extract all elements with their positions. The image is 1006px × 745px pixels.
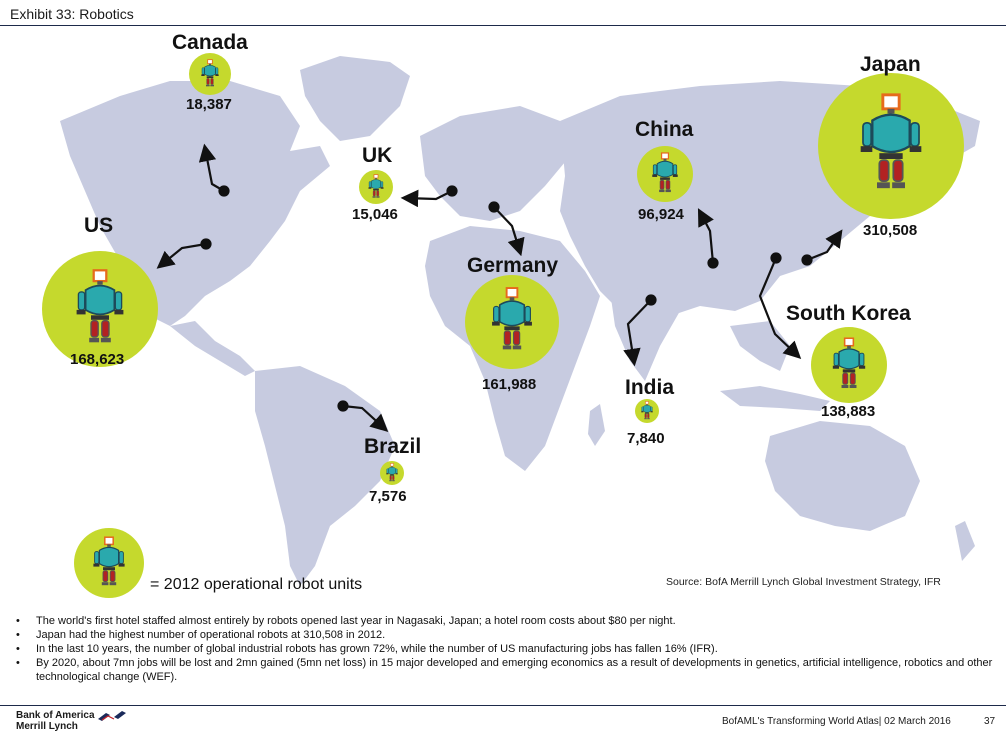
country-value-china: 96,924	[638, 206, 684, 223]
legend-label: = 2012 operational robot units	[150, 576, 363, 593]
page-number: 37	[984, 716, 996, 727]
country-value-brazil: 7,576	[369, 488, 407, 505]
robot-world-map	[0, 26, 1006, 606]
country-name-brazil: Brazil	[364, 435, 422, 458]
logo-line-2: Merrill Lynch	[16, 721, 78, 732]
footer-rule	[0, 705, 1006, 706]
china-bubble	[637, 146, 693, 202]
logo-line-1: Bank of America	[16, 710, 95, 721]
bullet-item: • By 2020, about 7mn jobs will be lost and 2mn gained (5mn net loss) in 15 major developed and emerging economics as a result of developments in genetics, artificial intelligence, robotics and other technological change (WEF).	[14, 656, 999, 684]
country-value-india: 7,840	[627, 430, 665, 447]
country-name-uk: UK	[362, 144, 393, 167]
country-value-us: 168,623	[70, 351, 125, 368]
country-value-canada: 18,387	[186, 96, 232, 113]
country-value-south-korea: 138,883	[821, 403, 876, 420]
country-name-south-korea: South Korea	[786, 302, 911, 325]
us-bubble	[42, 251, 158, 367]
publication-title: BofAML's Transforming World Atlas| 02 March 2016	[722, 716, 951, 727]
country-name-india: India	[625, 376, 675, 399]
country-name-china: China	[635, 118, 694, 141]
bullet-list	[14, 614, 999, 684]
bullet-item: • Japan had the highest number of operational robots at 310,508 in 2012.	[14, 628, 999, 642]
bank-logo	[16, 710, 95, 732]
legend-bubble	[74, 528, 144, 598]
india-bubble	[635, 399, 659, 423]
exhibit-title: Exhibit 33: Robotics	[10, 6, 134, 22]
bullet-item: • The world's first hotel staffed almost entirely by robots opened last year in Nagasaki, Japan; a hotel room costs about $80 per night.	[14, 614, 999, 628]
germany-bubble	[465, 275, 559, 369]
country-name-japan: Japan	[860, 53, 921, 76]
flag-icon	[98, 711, 126, 721]
japan-bubble	[818, 73, 964, 219]
country-name-canada: Canada	[172, 31, 248, 54]
country-value-japan: 310,508	[863, 222, 918, 239]
canada-bubble	[189, 53, 231, 95]
country-value-uk: 15,046	[352, 206, 398, 223]
bullet-item: • In the last 10 years, the number of global industrial robots has grown 72%, while the number of US manufacturing jobs has fallen 16% (IFR).	[14, 642, 999, 656]
country-name-germany: Germany	[467, 254, 559, 277]
source-note: Source: BofA Merrill Lynch Global Investment Strategy, IFR	[666, 576, 941, 588]
country-value-germany: 161,988	[482, 376, 537, 393]
brazil-bubble	[380, 461, 404, 485]
korea-bubble	[811, 327, 887, 403]
country-name-us: US	[84, 214, 114, 237]
uk-bubble	[359, 170, 393, 204]
